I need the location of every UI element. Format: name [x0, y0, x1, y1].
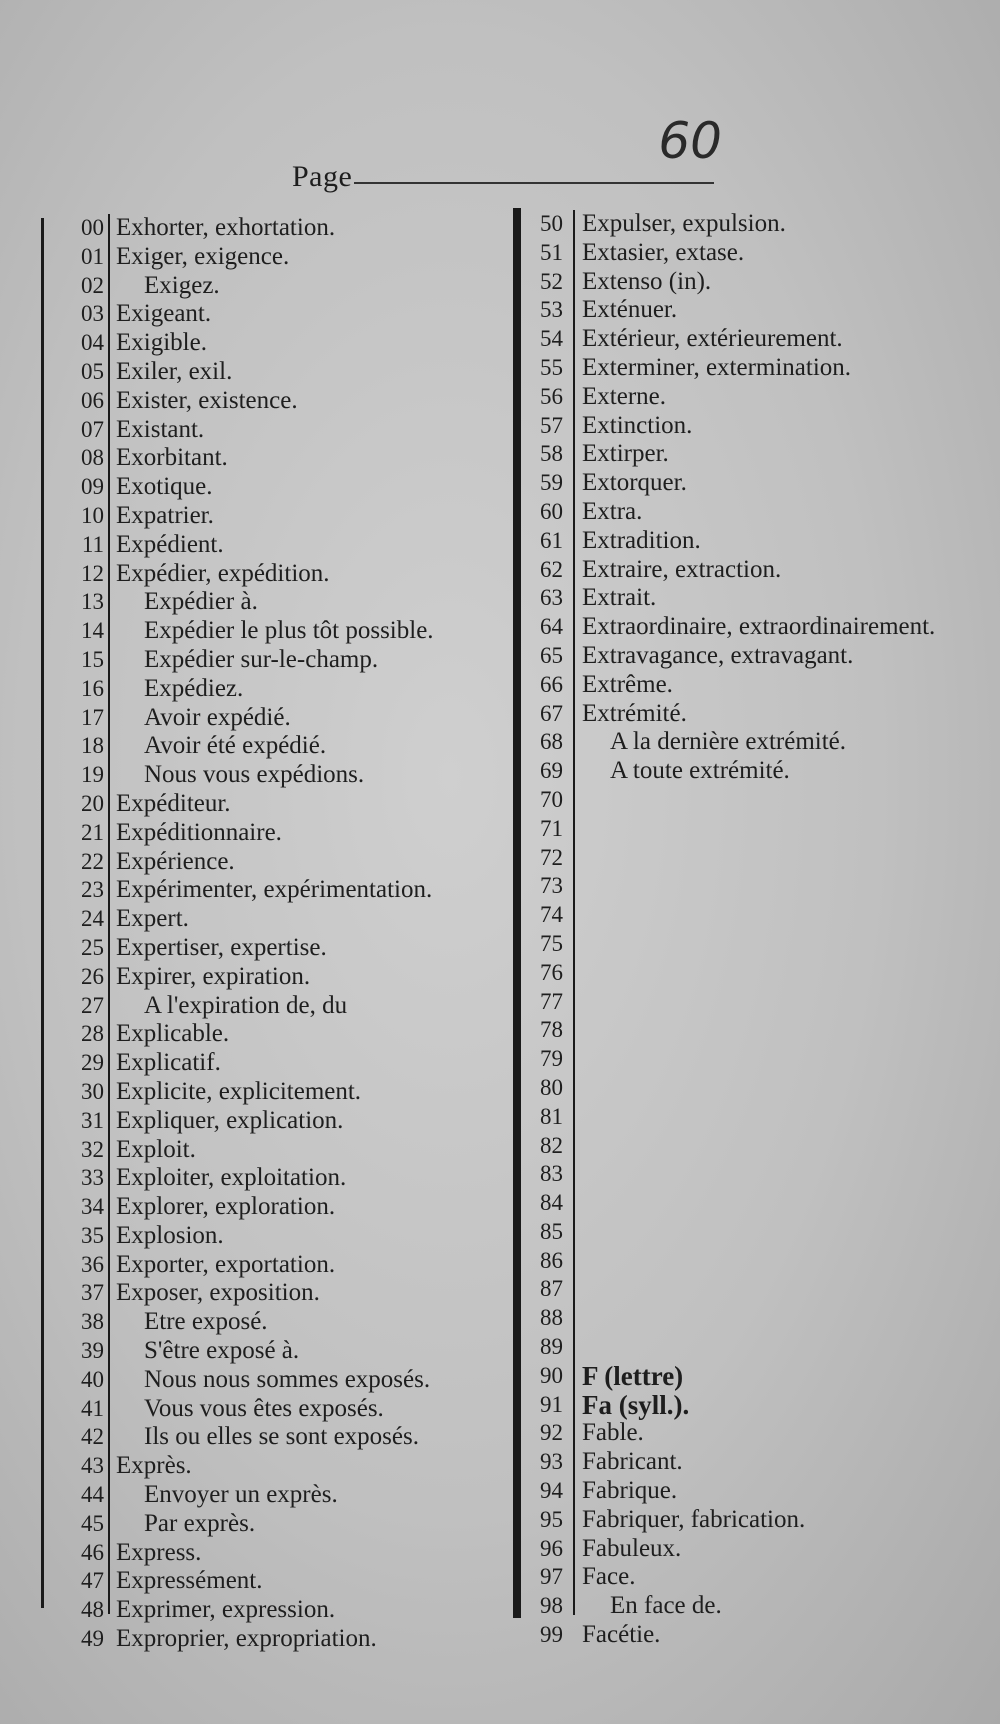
- code-row: [58, 416, 513, 445]
- code-entry: Exhorter, exhortation.: [116, 214, 336, 241]
- code-entry: Extinction.: [582, 411, 693, 439]
- code-number: 20: [81, 790, 104, 816]
- code-number: 56: [540, 383, 563, 409]
- code-number: 85: [540, 1218, 563, 1244]
- code-row: [527, 930, 987, 959]
- code-entry: Explorer, exploration.: [116, 1193, 336, 1221]
- code-row: [58, 1049, 513, 1078]
- code-number: 82: [540, 1132, 563, 1158]
- code-entry: Extenso (in).: [582, 267, 712, 295]
- code-row: [58, 560, 513, 589]
- code-row: [527, 1621, 987, 1650]
- code-number: 13: [81, 589, 104, 615]
- code-entry: Exténuer.: [582, 296, 678, 324]
- code-entry: Extraordinaire, extraordinairement.: [582, 613, 936, 641]
- code-number: 07: [81, 416, 104, 442]
- code-number: 06: [81, 387, 104, 413]
- code-number: 96: [540, 1535, 563, 1561]
- code-entry: En face de.: [610, 1592, 722, 1620]
- code-number: 39: [81, 1338, 104, 1364]
- code-row: [58, 329, 513, 358]
- code-row: [58, 272, 513, 301]
- code-number: 09: [81, 474, 104, 500]
- code-row: [58, 531, 513, 560]
- code-row: [527, 1074, 987, 1103]
- code-row: [58, 1193, 513, 1222]
- code-row: [58, 1539, 513, 1568]
- code-number: 52: [540, 268, 563, 294]
- code-number: 60: [540, 498, 563, 524]
- code-row: [527, 584, 987, 613]
- code-number: 47: [81, 1568, 104, 1594]
- code-number: 79: [540, 1046, 563, 1072]
- code-entry: Etre exposé.: [144, 1308, 268, 1336]
- code-number: 73: [540, 873, 563, 899]
- code-number: 80: [540, 1074, 563, 1100]
- code-number: 84: [540, 1190, 563, 1216]
- code-row: [58, 617, 513, 646]
- code-entry: Expédier sur-le-champ.: [144, 645, 379, 673]
- code-number: 67: [540, 700, 563, 726]
- code-number: 01: [81, 243, 104, 269]
- code-row: [527, 671, 987, 700]
- code-number: 63: [540, 585, 563, 611]
- code-row: [527, 469, 987, 498]
- code-number: 31: [81, 1107, 104, 1133]
- code-row: [527, 1304, 987, 1333]
- code-number: 90: [540, 1362, 563, 1388]
- code-row: [527, 1506, 987, 1535]
- code-row: [527, 1448, 987, 1477]
- code-entry: Avoir expédié.: [144, 703, 291, 731]
- code-row: [58, 588, 513, 617]
- code-row: [527, 440, 987, 469]
- code-row: [58, 1078, 513, 1107]
- code-number: 91: [540, 1391, 563, 1417]
- code-entry: Fable.: [582, 1419, 644, 1447]
- code-number: 36: [81, 1251, 104, 1277]
- code-entry: Exotique.: [116, 473, 213, 501]
- code-row: [527, 844, 987, 873]
- code-entry: Explicite, explicitement.: [116, 1077, 362, 1105]
- code-number: 38: [81, 1309, 104, 1335]
- code-row: [58, 1107, 513, 1136]
- code-row: [527, 268, 987, 297]
- code-number: 71: [540, 815, 563, 841]
- handwritten-page-number: 60: [658, 112, 722, 170]
- code-row: [58, 819, 513, 848]
- code-number: 74: [540, 902, 563, 928]
- code-row: [58, 905, 513, 934]
- code-number: 49: [81, 1626, 104, 1652]
- code-number: 86: [540, 1247, 563, 1273]
- code-entry: Expédiez.: [144, 674, 244, 702]
- page-label: Page: [292, 160, 353, 193]
- code-row: [58, 1279, 513, 1308]
- code-entry: Vous vous êtes exposés.: [144, 1394, 384, 1422]
- code-row: [58, 1366, 513, 1395]
- code-entry: Expirer, expiration.: [116, 962, 311, 990]
- code-number: 54: [540, 326, 563, 352]
- code-number: 03: [81, 301, 104, 327]
- code-row: [58, 444, 513, 473]
- code-number: 17: [81, 704, 104, 730]
- code-entry: Extrémité.: [582, 699, 687, 727]
- code-entry: Existant.: [116, 415, 205, 443]
- code-row: [58, 1481, 513, 1510]
- code-entry: Exigez.: [144, 271, 220, 299]
- code-entry: Expérimenter, expérimentation.: [116, 876, 433, 904]
- code-number: 18: [81, 733, 104, 759]
- code-number: 77: [540, 988, 563, 1014]
- code-number: 37: [81, 1280, 104, 1306]
- code-entry: Extravagance, extravagant.: [582, 641, 854, 669]
- code-number: 23: [81, 877, 104, 903]
- code-entry: Extasier, extase.: [582, 238, 745, 266]
- code-entry: Express.: [116, 1538, 202, 1566]
- code-number: 59: [540, 470, 563, 496]
- code-row: [58, 1510, 513, 1539]
- code-entry: Exposer, exposition.: [116, 1279, 320, 1307]
- code-number: 92: [540, 1420, 563, 1446]
- code-number: 68: [540, 729, 563, 755]
- code-entry: Exiler, exil.: [116, 357, 233, 385]
- code-row: [527, 1045, 987, 1074]
- code-entry: Expédier, expédition.: [116, 559, 330, 587]
- code-number: 58: [540, 441, 563, 467]
- code-number: 69: [540, 758, 563, 784]
- code-number: 22: [81, 848, 104, 874]
- code-row: [58, 1567, 513, 1596]
- code-number: 28: [81, 1021, 104, 1047]
- code-row: [527, 1103, 987, 1132]
- code-number: 50: [540, 211, 563, 236]
- code-row: [527, 815, 987, 844]
- code-entry: Avoir été expédié.: [144, 732, 327, 760]
- code-entry: Fabuleux.: [582, 1534, 682, 1562]
- code-row: [527, 556, 987, 585]
- code-row: [527, 1535, 987, 1564]
- code-row: [527, 1333, 987, 1362]
- code-number: 21: [81, 819, 104, 845]
- code-row: [58, 761, 513, 790]
- code-row: [58, 214, 513, 243]
- code-entry: Exprimer, expression.: [116, 1596, 336, 1624]
- code-number: 12: [81, 560, 104, 586]
- code-entry: Extrait.: [582, 584, 657, 612]
- code-row: [527, 959, 987, 988]
- code-row: [58, 1452, 513, 1481]
- code-row: [527, 872, 987, 901]
- code-row: [527, 1132, 987, 1161]
- code-number: 75: [540, 930, 563, 956]
- code-row: [58, 848, 513, 877]
- code-entry: Extra.: [582, 497, 643, 525]
- code-number: 72: [540, 844, 563, 870]
- code-entry: Expatrier.: [116, 501, 214, 529]
- code-entry: Expulser, expulsion.: [582, 210, 786, 237]
- code-row: [527, 1016, 987, 1045]
- code-number: 46: [81, 1539, 104, 1565]
- code-entry: Par exprès.: [144, 1509, 256, 1537]
- code-row: [527, 728, 987, 757]
- code-row: [58, 1020, 513, 1049]
- left-column: [58, 214, 513, 1654]
- code-row: [58, 876, 513, 905]
- code-number: 32: [81, 1136, 104, 1162]
- code-entry: Expéditeur.: [116, 789, 231, 817]
- code-entry: Ils ou elles se sont exposés.: [144, 1423, 419, 1451]
- code-row: [58, 502, 513, 531]
- code-entry: Exorbitant.: [116, 444, 228, 472]
- code-entry: Fabricant.: [582, 1448, 683, 1476]
- code-number: 08: [81, 445, 104, 471]
- code-entry: Extorquer.: [582, 469, 687, 497]
- code-row: [58, 473, 513, 502]
- code-number: 55: [540, 354, 563, 380]
- code-row: [527, 296, 987, 325]
- code-number: 45: [81, 1510, 104, 1536]
- code-row: [527, 700, 987, 729]
- code-number: 29: [81, 1050, 104, 1076]
- code-entry: Exprès.: [116, 1452, 192, 1480]
- code-number: 25: [81, 934, 104, 960]
- code-entry: Exigeant.: [116, 300, 212, 328]
- code-number: 51: [540, 239, 563, 265]
- code-row: [527, 1592, 987, 1621]
- code-number: 83: [540, 1161, 563, 1187]
- code-entry: Externe.: [582, 382, 666, 410]
- code-row: [58, 934, 513, 963]
- code-number: 53: [540, 297, 563, 323]
- code-entry: Fabrique.: [582, 1477, 678, 1505]
- code-entry: Expédient.: [116, 530, 224, 558]
- code-number: 26: [81, 963, 104, 989]
- code-number: 70: [540, 786, 563, 812]
- header-rule: [354, 182, 714, 184]
- code-entry: Face.: [582, 1563, 636, 1591]
- code-number: 78: [540, 1017, 563, 1043]
- code-row: [58, 732, 513, 761]
- code-entry: Exporter, exportation.: [116, 1250, 336, 1278]
- code-entry: Expéditionnaire.: [116, 818, 282, 846]
- code-number: 27: [81, 992, 104, 1018]
- code-row: [527, 901, 987, 930]
- code-number: 65: [540, 642, 563, 668]
- code-row: [527, 239, 987, 268]
- code-entry: Exproprier, expropriation.: [116, 1625, 377, 1653]
- code-number: 66: [540, 671, 563, 697]
- code-row: [527, 325, 987, 354]
- code-entry: Exiger, exigence.: [116, 242, 290, 270]
- code-row: [58, 963, 513, 992]
- right-column: [527, 210, 987, 1650]
- code-number: 94: [540, 1478, 563, 1504]
- code-entry: Explicable.: [116, 1020, 230, 1048]
- code-entry: Extraire, extraction.: [582, 555, 782, 583]
- code-entry: Exister, existence.: [116, 386, 298, 414]
- code-entry: Expliquer, explication.: [116, 1106, 344, 1134]
- code-row: [58, 1423, 513, 1452]
- code-entry: Expédier à.: [144, 588, 258, 616]
- code-number: 42: [81, 1424, 104, 1450]
- code-row: [58, 1625, 513, 1654]
- code-number: 89: [540, 1334, 563, 1360]
- code-number: 04: [81, 330, 104, 356]
- code-row: [527, 786, 987, 815]
- code-entry: Fabriquer, fabrication.: [582, 1505, 806, 1533]
- code-entry: Expérience.: [116, 847, 235, 875]
- code-number: 64: [540, 614, 563, 640]
- code-row: [527, 527, 987, 556]
- code-entry: Exterminer, extermination.: [582, 353, 852, 381]
- page-header: [292, 112, 722, 193]
- code-number: 48: [81, 1597, 104, 1623]
- code-row: [58, 1308, 513, 1337]
- code-entry: Nous vous expédions.: [144, 761, 365, 789]
- code-entry: Extirper.: [582, 440, 669, 468]
- code-row: [527, 383, 987, 412]
- code-entry: A toute extrémité.: [610, 757, 790, 785]
- code-row: [58, 675, 513, 704]
- code-number: 98: [540, 1593, 563, 1619]
- code-row: [527, 1391, 987, 1420]
- code-number: 87: [540, 1276, 563, 1302]
- code-number: 81: [540, 1103, 563, 1129]
- code-entry: Envoyer un exprès.: [144, 1481, 338, 1509]
- code-row: [527, 1419, 987, 1448]
- code-row: [58, 300, 513, 329]
- code-entry: Extradition.: [582, 526, 701, 554]
- code-number: 11: [81, 531, 104, 557]
- code-entry: Nous nous sommes exposés.: [144, 1365, 431, 1393]
- code-number: 15: [81, 646, 104, 672]
- code-number: 19: [81, 762, 104, 788]
- code-number: 95: [540, 1506, 563, 1532]
- code-number: 93: [540, 1449, 563, 1475]
- code-row: [58, 1596, 513, 1625]
- code-row: [58, 1395, 513, 1424]
- code-row: [527, 1160, 987, 1189]
- code-entry: A l'expiration de, du: [144, 991, 348, 1019]
- code-number: 41: [81, 1395, 104, 1421]
- code-row: [58, 387, 513, 416]
- code-row: [58, 358, 513, 387]
- code-entry: Extrême.: [582, 670, 673, 698]
- code-number: 16: [81, 675, 104, 701]
- code-number: 35: [81, 1222, 104, 1248]
- code-row: [58, 790, 513, 819]
- code-row: [58, 243, 513, 272]
- code-number: 57: [540, 412, 563, 438]
- code-number: 40: [81, 1366, 104, 1392]
- code-number: 88: [540, 1305, 563, 1331]
- left-outer-rule: [41, 218, 44, 1608]
- code-entry: S'être exposé à.: [144, 1337, 300, 1365]
- code-number: 30: [81, 1078, 104, 1104]
- code-row: [527, 210, 987, 239]
- code-number: 24: [81, 906, 104, 932]
- code-number: 05: [81, 358, 104, 384]
- code-row: [527, 988, 987, 1017]
- code-row: [58, 1337, 513, 1366]
- code-row: [527, 354, 987, 383]
- code-row: [58, 704, 513, 733]
- code-entry: F (lettre): [582, 1360, 684, 1391]
- code-row: [58, 646, 513, 675]
- code-number: 02: [81, 272, 104, 298]
- code-entry: Exploiter, exploitation.: [116, 1164, 347, 1192]
- code-number: 62: [540, 556, 563, 582]
- code-entry: Expressément.: [116, 1567, 263, 1595]
- code-number: 33: [81, 1165, 104, 1191]
- code-entry: Explosion.: [116, 1221, 224, 1249]
- code-number: 43: [81, 1453, 104, 1479]
- code-row: [527, 1275, 987, 1304]
- code-entry: Exigible.: [116, 329, 207, 357]
- code-entry: Expertiser, expertise.: [116, 933, 327, 961]
- code-row: [527, 1247, 987, 1276]
- code-row: [527, 1477, 987, 1506]
- code-row: [527, 1362, 987, 1391]
- code-row: [527, 412, 987, 441]
- code-entry: Extérieur, extérieurement.: [582, 325, 843, 353]
- code-number: 34: [81, 1194, 104, 1220]
- code-row: [527, 642, 987, 671]
- code-row: [58, 1136, 513, 1165]
- code-entry: Expédier le plus tôt possible.: [144, 617, 434, 645]
- code-row: [527, 757, 987, 786]
- code-entry: Explicatif.: [116, 1049, 221, 1077]
- code-number: 97: [540, 1564, 563, 1590]
- code-number: 44: [81, 1482, 104, 1508]
- code-number: 61: [540, 527, 563, 553]
- code-number: 14: [81, 618, 104, 644]
- code-entry: Fa (syll.).: [582, 1389, 690, 1420]
- code-row: [527, 613, 987, 642]
- code-row: [527, 1563, 987, 1592]
- code-entry: Exploit.: [116, 1135, 196, 1163]
- code-number: 00: [81, 215, 104, 240]
- code-row: [527, 1189, 987, 1218]
- code-row: [527, 1218, 987, 1247]
- code-row: [58, 1164, 513, 1193]
- code-number: 99: [540, 1622, 563, 1648]
- code-row: [527, 498, 987, 527]
- code-row: [58, 1222, 513, 1251]
- code-number: 10: [81, 502, 104, 528]
- code-entry: Facétie.: [582, 1621, 661, 1649]
- code-number: 76: [540, 959, 563, 985]
- code-row: [58, 992, 513, 1021]
- center-double-rule: [513, 208, 521, 1618]
- code-row: [58, 1251, 513, 1280]
- code-entry: A la dernière extrémité.: [610, 728, 846, 756]
- code-entry: Expert.: [116, 905, 189, 933]
